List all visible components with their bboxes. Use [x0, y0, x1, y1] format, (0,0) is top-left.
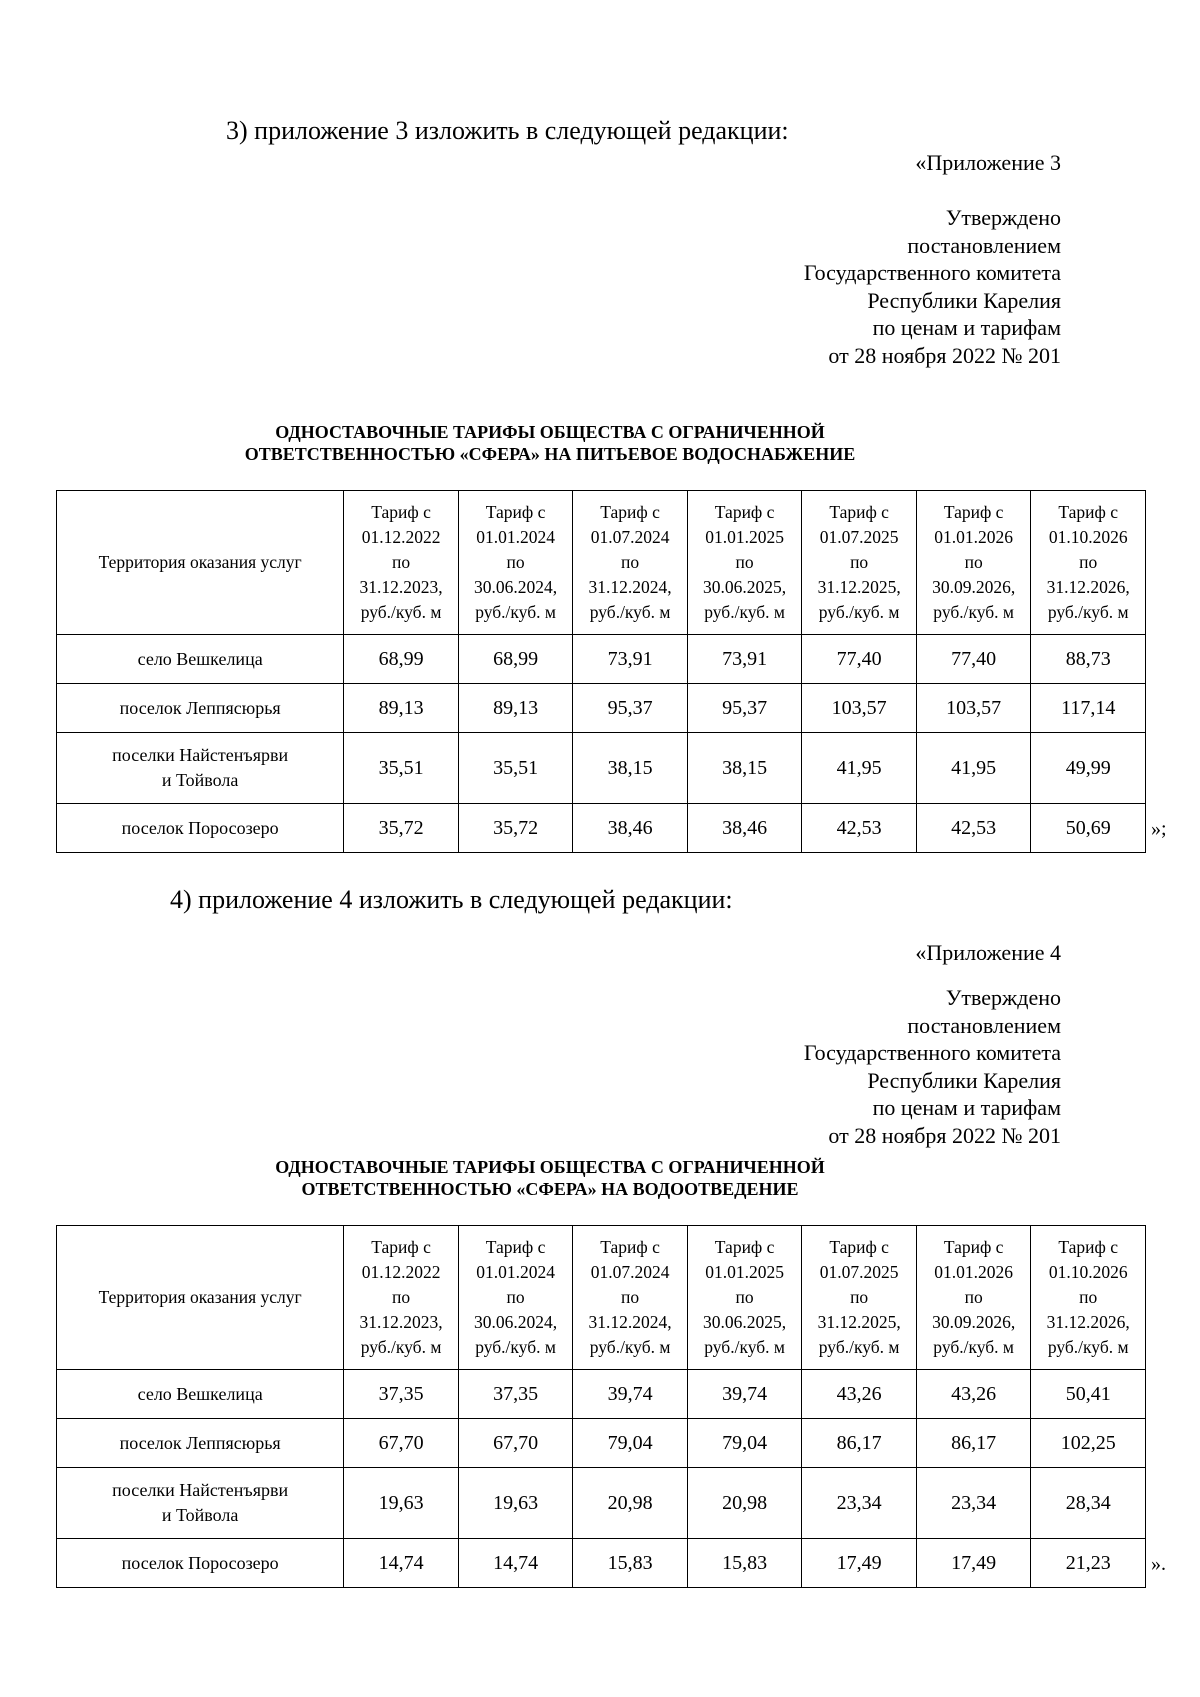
header-line: 01.10.2026 [1048, 527, 1128, 547]
header-line: Тариф с [485, 502, 546, 522]
tariff-period-header [802, 1226, 917, 1370]
territory-line: поселок Поросозеро [121, 817, 279, 838]
tariff-value-cell: 102,25 [1031, 1419, 1146, 1468]
header-line: Тариф с [600, 1237, 660, 1257]
tariff-value-cell: 117,14 [1031, 684, 1146, 733]
tariff-value-cell: 37,35 [458, 1370, 573, 1419]
header-line: 30.06.2025, [703, 577, 787, 597]
section3-table-title [150, 421, 950, 465]
approval-line: постановлением [907, 232, 1061, 258]
territory-cell [57, 1468, 344, 1539]
territory-line: и Тойвола [161, 770, 239, 790]
tariff-value-cell: 50,41 [1031, 1370, 1146, 1419]
territory-cell [57, 733, 344, 804]
tariff-value-cell: 86,17 [916, 1419, 1031, 1468]
section3-intro: 3) приложение 3 изложить в следующей редакции: [226, 116, 789, 145]
territory-line: поселки Найстенъярви [112, 745, 289, 765]
header-line: руб./куб. м [360, 1337, 442, 1357]
tariff-value-cell: 19,63 [458, 1468, 573, 1539]
header-line: 30.09.2026, [932, 577, 1016, 597]
tariff-value-cell: 79,04 [687, 1419, 802, 1468]
territory-line: село Вешкелица [137, 1383, 263, 1404]
tariff-value-cell: 41,95 [802, 733, 917, 804]
header-line: 01.07.2025 [819, 1262, 899, 1282]
title-line: ОДНОСТАВОЧНЫЕ ТАРИФЫ ОБЩЕСТВА С ОГРАНИЧЕННОЙ [275, 1157, 825, 1177]
territory-line: и Тойвола [161, 1505, 239, 1525]
header-line: 01.07.2024 [590, 1262, 670, 1282]
approval-line: постановлением [907, 1012, 1061, 1038]
table-row [57, 684, 1146, 733]
territory-line: поселок Леппясюрья [119, 1432, 281, 1453]
tariff-value-cell: 23,34 [802, 1468, 917, 1539]
tariff-value-cell: 88,73 [1031, 635, 1146, 684]
header-line: по [850, 1287, 869, 1307]
header-line: 31.12.2026, [1046, 1312, 1130, 1332]
tariff-value-cell: 15,83 [687, 1539, 802, 1588]
header-line: руб./куб. м [360, 602, 442, 622]
table-row [57, 1419, 1146, 1468]
header-line: 31.12.2025, [817, 1312, 901, 1332]
tariff-value-cell: 35,51 [344, 733, 459, 804]
tariff-period-header [687, 1226, 802, 1370]
territory-cell [57, 635, 344, 684]
section3-closing-quote: »; [1151, 818, 1167, 840]
header-line: по [1079, 1287, 1098, 1307]
header-line: 01.07.2025 [819, 527, 899, 547]
table-row [57, 733, 1146, 804]
tariff-value-cell: 28,34 [1031, 1468, 1146, 1539]
header-line: Тариф с [1058, 502, 1119, 522]
tariff-value-cell: 17,49 [916, 1539, 1031, 1588]
section4-closing-quote: ». [1151, 1553, 1166, 1575]
tariff-value-cell: 73,91 [573, 635, 688, 684]
tariff-value-cell: 42,53 [802, 804, 917, 853]
tariff-period-header [687, 491, 802, 635]
approval-line: от 28 ноября 2022 № 201 [828, 1122, 1061, 1148]
header-line: руб./куб. м [933, 602, 1014, 622]
tariff-period-header [573, 1226, 688, 1370]
section4-approval-block [804, 984, 1061, 1149]
header-line: Тариф с [1058, 1237, 1119, 1257]
header-line: руб./куб. м [475, 1337, 556, 1357]
tariff-value-cell: 35,72 [458, 804, 573, 853]
header-line: Тариф с [943, 502, 1004, 522]
header-line: по [964, 552, 983, 572]
header-line: по [506, 552, 525, 572]
tariff-period-header [1031, 1226, 1146, 1370]
header-line: 30.09.2026, [932, 1312, 1016, 1332]
header-line: Тариф с [371, 1237, 431, 1257]
header-line: 01.12.2022 [361, 527, 441, 547]
approval-line: Утверждено [945, 205, 1061, 230]
tariff-value-cell: 77,40 [802, 635, 917, 684]
tariff-period-header [344, 1226, 459, 1370]
section4-intro: 4) приложение 4 изложить в следующей редакции: [170, 885, 733, 914]
header-line: Тариф с [371, 502, 431, 522]
header-line: 01.01.2026 [934, 527, 1014, 547]
tariff-value-cell: 35,51 [458, 733, 573, 804]
tariff-value-cell: 23,34 [916, 1468, 1031, 1539]
section3-appendix-label: «Приложение 3 [915, 150, 1061, 175]
header-line: руб./куб. м [589, 602, 671, 622]
header-line: 30.06.2024, [474, 577, 558, 597]
tariff-period-header [344, 491, 459, 635]
table-row [57, 1468, 1146, 1539]
header-line: Тариф с [600, 502, 660, 522]
header-line: 30.06.2024, [474, 1312, 558, 1332]
tariff-value-cell: 49,99 [1031, 733, 1146, 804]
header-line: по [850, 552, 869, 572]
approval-line: Республики Карелия [867, 1067, 1061, 1093]
header-line: 01.07.2024 [590, 527, 670, 547]
header-line: руб./куб. м [1047, 602, 1129, 622]
tariff-value-cell: 35,72 [344, 804, 459, 853]
tariff-value-cell: 68,99 [344, 635, 459, 684]
header-line: 31.12.2023, [359, 577, 443, 597]
tariff-value-cell: 38,46 [687, 804, 802, 853]
tariff-period-header [916, 491, 1031, 635]
title-line: ОДНОСТАВОЧНЫЕ ТАРИФЫ ОБЩЕСТВА С ОГРАНИЧЕННОЙ [275, 422, 825, 442]
approval-line: Республики Карелия [867, 287, 1061, 313]
territory-column-header: Территория оказания услуг [57, 491, 344, 635]
section3-approval-block [804, 204, 1061, 369]
tariff-value-cell: 42,53 [916, 804, 1031, 853]
tariff-period-header [458, 1226, 573, 1370]
header-line: 31.12.2024, [588, 577, 672, 597]
territory-cell [57, 1419, 344, 1468]
tariff-period-header [802, 491, 917, 635]
header-line: Тариф с [714, 502, 775, 522]
header-line: 01.01.2024 [476, 527, 555, 547]
tariff-value-cell: 77,40 [916, 635, 1031, 684]
header-line: руб./куб. м [933, 1337, 1014, 1357]
header-line: Тариф с [485, 1237, 546, 1257]
table-row [57, 635, 1146, 684]
tariff-period-header [458, 491, 573, 635]
tariff-value-cell: 50,69 [1031, 804, 1146, 853]
tariff-value-cell: 37,35 [344, 1370, 459, 1419]
territory-line: поселок Поросозеро [121, 1552, 279, 1573]
section4-appendix-label: «Приложение 4 [915, 940, 1061, 965]
header-line: руб./куб. м [818, 602, 900, 622]
header-line: по [621, 552, 640, 572]
tariff-value-cell: 17,49 [802, 1539, 917, 1588]
tariff-value-cell: 73,91 [687, 635, 802, 684]
header-line: 31.12.2023, [359, 1312, 443, 1332]
tariff-period-header [573, 491, 688, 635]
header-line: Тариф с [829, 502, 889, 522]
tariff-value-cell: 20,98 [687, 1468, 802, 1539]
header-line: руб./куб. м [475, 602, 556, 622]
territory-cell [57, 804, 344, 853]
tariff-value-cell: 39,74 [687, 1370, 802, 1419]
approval-line: Утверждено [945, 985, 1061, 1010]
section4-tariff-table [56, 1225, 1146, 1588]
approval-line: от 28 ноября 2022 № 201 [828, 342, 1061, 368]
header-line: по [735, 1287, 754, 1307]
tariff-value-cell: 15,83 [573, 1539, 688, 1588]
section4-table-title [150, 1156, 950, 1200]
title-line: ОТВЕТСТВЕННОСТЬЮ «СФЕРА» НА ПИТЬЕВОЕ ВОДОСНАБЖЕНИЕ [244, 444, 856, 464]
tariff-period-header [916, 1226, 1031, 1370]
tariff-value-cell: 21,23 [1031, 1539, 1146, 1588]
territory-line: поселки Найстенъярви [112, 1480, 289, 1500]
table-row [57, 804, 1146, 853]
header-line: 01.01.2025 [705, 527, 784, 547]
tariff-value-cell: 19,63 [344, 1468, 459, 1539]
tariff-value-cell: 38,46 [573, 804, 688, 853]
header-line: по [964, 1287, 983, 1307]
tariff-value-cell: 103,57 [802, 684, 917, 733]
title-line: ОТВЕТСТВЕННОСТЬЮ «СФЕРА» НА ВОДООТВЕДЕНИЕ [301, 1179, 799, 1199]
tariff-value-cell: 95,37 [573, 684, 688, 733]
tariff-value-cell: 43,26 [916, 1370, 1031, 1419]
tariff-value-cell: 67,70 [344, 1419, 459, 1468]
header-line: 31.12.2024, [588, 1312, 672, 1332]
header-line: руб./куб. м [704, 1337, 785, 1357]
tariff-value-cell: 39,74 [573, 1370, 688, 1419]
header-line: 01.10.2026 [1048, 1262, 1128, 1282]
header-line: по [621, 1287, 640, 1307]
header-line: 31.12.2026, [1046, 577, 1130, 597]
header-line: руб./куб. м [1047, 1337, 1129, 1357]
header-line: 01.01.2024 [476, 1262, 555, 1282]
territory-line: село Вешкелица [137, 648, 263, 669]
header-line: 31.12.2025, [817, 577, 901, 597]
tariff-value-cell: 38,15 [573, 733, 688, 804]
territory-cell [57, 684, 344, 733]
tariff-value-cell: 68,99 [458, 635, 573, 684]
header-line: по [392, 552, 411, 572]
tariff-value-cell: 103,57 [916, 684, 1031, 733]
territory-cell [57, 1370, 344, 1419]
tariff-value-cell: 89,13 [344, 684, 459, 733]
approval-line: Государственного комитета [803, 260, 1061, 285]
header-line: 01.01.2026 [934, 1262, 1014, 1282]
territory-line: поселок Леппясюрья [119, 697, 281, 718]
tariff-value-cell: 20,98 [573, 1468, 688, 1539]
header-line: руб./куб. м [704, 602, 785, 622]
header-line: Тариф с [829, 1237, 889, 1257]
header-line: 30.06.2025, [703, 1312, 787, 1332]
table-row [57, 1539, 1146, 1588]
tariff-value-cell: 95,37 [687, 684, 802, 733]
approval-line: по ценам и тарифам [872, 1095, 1061, 1120]
tariff-value-cell: 14,74 [344, 1539, 459, 1588]
approval-line: Государственного комитета [803, 1040, 1061, 1065]
tariff-value-cell: 41,95 [916, 733, 1031, 804]
tariff-value-cell: 67,70 [458, 1419, 573, 1468]
header-line: руб./куб. м [818, 1337, 900, 1357]
header-line: 01.01.2025 [705, 1262, 784, 1282]
tariff-value-cell: 38,15 [687, 733, 802, 804]
territory-column-header: Территория оказания услуг [57, 1226, 344, 1370]
header-line: по [735, 552, 754, 572]
header-line: Тариф с [943, 1237, 1004, 1257]
territory-cell [57, 1539, 344, 1588]
table-row [57, 1370, 1146, 1419]
approval-line: по ценам и тарифам [872, 315, 1061, 340]
header-line: 01.12.2022 [361, 1262, 441, 1282]
header-line: руб./куб. м [589, 1337, 671, 1357]
tariff-value-cell: 89,13 [458, 684, 573, 733]
tariff-period-header [1031, 491, 1146, 635]
header-line: по [392, 1287, 411, 1307]
section3-tariff-table [56, 490, 1146, 853]
tariff-value-cell: 86,17 [802, 1419, 917, 1468]
tariff-value-cell: 79,04 [573, 1419, 688, 1468]
tariff-value-cell: 14,74 [458, 1539, 573, 1588]
header-line: Тариф с [714, 1237, 775, 1257]
header-line: по [506, 1287, 525, 1307]
tariff-value-cell: 43,26 [802, 1370, 917, 1419]
header-line: по [1079, 552, 1098, 572]
